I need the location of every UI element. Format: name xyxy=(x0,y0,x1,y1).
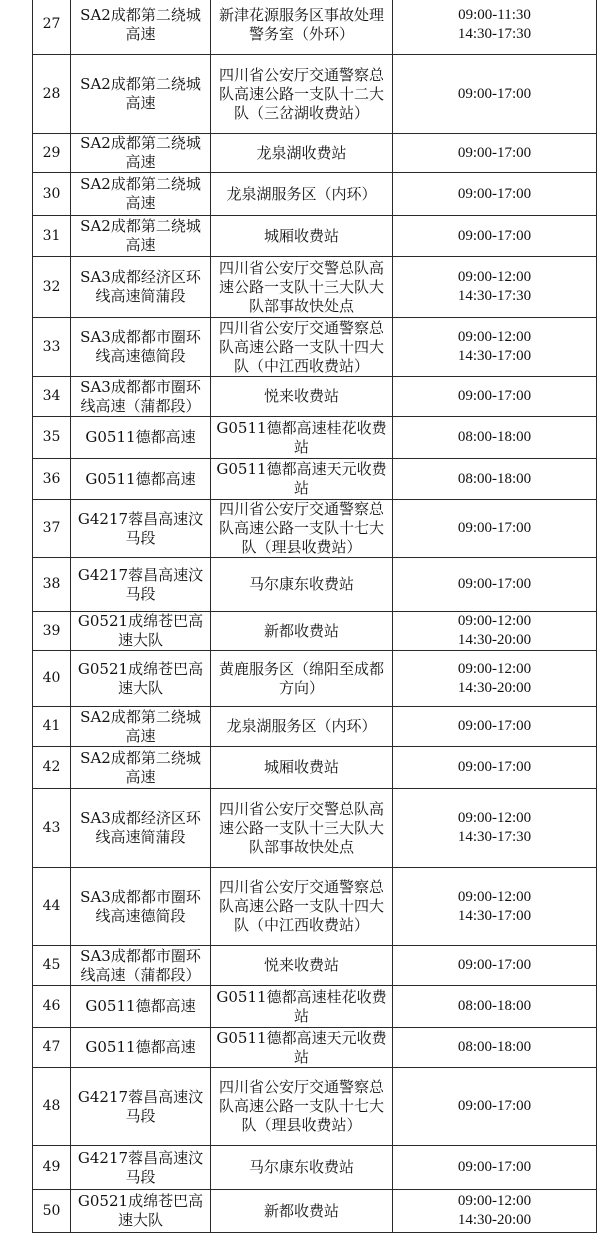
row-number: 35 xyxy=(33,417,71,459)
road-name: SA3成都都市圈环线高速（蒲都段） xyxy=(71,946,211,986)
service-hours: 09:00-12:00 14:30-17:30 xyxy=(393,789,597,868)
table-row xyxy=(33,1190,597,1233)
road-name: SA2成都第二绕城高速 xyxy=(71,173,211,216)
table-row xyxy=(33,1068,597,1146)
road-name: G4217蓉昌高速汶马段 xyxy=(71,1068,211,1146)
row-number: 32 xyxy=(33,257,71,318)
row-number: 50 xyxy=(33,1190,71,1233)
road-name: G4217蓉昌高速汶马段 xyxy=(71,1146,211,1190)
service-hours: 08:00-18:00 xyxy=(393,459,597,500)
service-hours: 09:00-17:00 xyxy=(393,1146,597,1190)
table-row xyxy=(33,500,597,558)
row-number: 42 xyxy=(33,747,71,789)
row-number: 31 xyxy=(33,216,71,257)
station-table xyxy=(32,0,597,1233)
road-name: G0521成绵苍巴高速大队 xyxy=(71,612,211,651)
road-name: SA3成都经济区环线高速简蒲段 xyxy=(71,789,211,868)
row-number: 39 xyxy=(33,612,71,651)
station-location: 新津花源服务区事故处理警务室（外环） xyxy=(211,0,393,55)
road-name: SA2成都第二绕城高速 xyxy=(71,134,211,173)
table-row xyxy=(33,986,597,1028)
service-hours: 09:00-12:00 14:30-20:00 xyxy=(393,651,597,707)
station-location: 悦来收费站 xyxy=(211,377,393,417)
station-location: 四川省公安厅交警总队高速公路一支队十三大队大队部事故快处点 xyxy=(211,789,393,868)
row-number: 28 xyxy=(33,55,71,134)
service-hours: 08:00-18:00 xyxy=(393,1028,597,1068)
road-name: G0511德都高速 xyxy=(71,986,211,1028)
table-row xyxy=(33,134,597,173)
service-hours: 09:00-17:00 xyxy=(393,216,597,257)
row-number: 43 xyxy=(33,789,71,868)
row-number: 38 xyxy=(33,558,71,612)
service-hours: 09:00-17:00 xyxy=(393,173,597,216)
table-row xyxy=(33,377,597,417)
table-row xyxy=(33,459,597,500)
road-name: SA2成都第二绕城高速 xyxy=(71,0,211,55)
row-number: 47 xyxy=(33,1028,71,1068)
station-location: 马尔康东收费站 xyxy=(211,558,393,612)
station-location: 悦来收费站 xyxy=(211,946,393,986)
station-location: 四川省公安厅交通警察总队高速公路一支队十二大队（三岔湖收费站） xyxy=(211,55,393,134)
road-name: SA2成都第二绕城高速 xyxy=(71,55,211,134)
road-name: G0511德都高速 xyxy=(71,1028,211,1068)
station-location: 新都收费站 xyxy=(211,1190,393,1233)
station-location: 新都收费站 xyxy=(211,612,393,651)
row-number: 33 xyxy=(33,318,71,377)
service-hours: 08:00-18:00 xyxy=(393,986,597,1028)
row-number: 30 xyxy=(33,173,71,216)
service-hours: 09:00-11:30 14:30-17:30 xyxy=(393,0,597,55)
road-name: SA3成都都市圈环线高速德简段 xyxy=(71,868,211,946)
table-row xyxy=(33,0,597,55)
service-hours: 09:00-17:00 xyxy=(393,500,597,558)
road-name: SA3成都经济区环线高速简蒲段 xyxy=(71,257,211,318)
row-number: 46 xyxy=(33,986,71,1028)
table-row xyxy=(33,651,597,707)
service-hours: 09:00-17:00 xyxy=(393,134,597,173)
table-row xyxy=(33,173,597,216)
row-number: 40 xyxy=(33,651,71,707)
row-number: 37 xyxy=(33,500,71,558)
service-hours: 09:00-17:00 xyxy=(393,747,597,789)
table-row xyxy=(33,789,597,868)
service-hours: 09:00-12:00 14:30-20:00 xyxy=(393,612,597,651)
station-location: G0511德都高速天元收费站 xyxy=(211,459,393,500)
row-number: 49 xyxy=(33,1146,71,1190)
row-number: 27 xyxy=(33,0,71,55)
table-row xyxy=(33,1146,597,1190)
row-number: 44 xyxy=(33,868,71,946)
road-name: SA3成都都市圈环线高速德简段 xyxy=(71,318,211,377)
station-location: 黄鹿服务区（绵阳至成都方向） xyxy=(211,651,393,707)
road-name: G0511德都高速 xyxy=(71,459,211,500)
row-number: 34 xyxy=(33,377,71,417)
road-name: G4217蓉昌高速汶马段 xyxy=(71,558,211,612)
table-row xyxy=(33,707,597,747)
road-name: G0521成绵苍巴高速大队 xyxy=(71,1190,211,1233)
service-hours: 09:00-12:00 14:30-17:00 xyxy=(393,318,597,377)
station-location: 四川省公安厅交通警察总队高速公路一支队十四大队（中江西收费站） xyxy=(211,868,393,946)
station-location: 城厢收费站 xyxy=(211,216,393,257)
station-table-body xyxy=(33,0,597,1233)
table-row xyxy=(33,257,597,318)
road-name: G0511德都高速 xyxy=(71,417,211,459)
station-location: 龙泉湖服务区（内环） xyxy=(211,173,393,216)
service-hours: 09:00-12:00 14:30-17:30 xyxy=(393,257,597,318)
service-hours: 09:00-17:00 xyxy=(393,707,597,747)
table-row xyxy=(33,216,597,257)
station-location: 四川省公安厅交通警察总队高速公路一支队十七大队（理县收费站） xyxy=(211,1068,393,1146)
station-location: 龙泉湖服务区（内环） xyxy=(211,707,393,747)
station-location: 龙泉湖收费站 xyxy=(211,134,393,173)
road-name: SA2成都第二绕城高速 xyxy=(71,216,211,257)
station-location: 四川省公安厅交警总队高速公路一支队十三大队大队部事故快处点 xyxy=(211,257,393,318)
station-location: 四川省公安厅交通警察总队高速公路一支队十四大队（中江西收费站） xyxy=(211,318,393,377)
table-row xyxy=(33,747,597,789)
service-hours: 09:00-12:00 14:30-17:00 xyxy=(393,868,597,946)
station-location: G0511德都高速天元收费站 xyxy=(211,1028,393,1068)
service-hours: 09:00-17:00 xyxy=(393,55,597,134)
station-location: 马尔康东收费站 xyxy=(211,1146,393,1190)
table-row xyxy=(33,1028,597,1068)
row-number: 45 xyxy=(33,946,71,986)
table-row xyxy=(33,558,597,612)
road-name: SA2成都第二绕城高速 xyxy=(71,707,211,747)
table-row xyxy=(33,417,597,459)
station-location: G0511德都高速桂花收费站 xyxy=(211,986,393,1028)
station-location: 城厢收费站 xyxy=(211,747,393,789)
row-number: 41 xyxy=(33,707,71,747)
row-number: 36 xyxy=(33,459,71,500)
row-number: 29 xyxy=(33,134,71,173)
road-name: SA2成都第二绕城高速 xyxy=(71,747,211,789)
service-hours: 08:00-18:00 xyxy=(393,417,597,459)
table-row xyxy=(33,318,597,377)
table-row xyxy=(33,612,597,651)
table-row xyxy=(33,868,597,946)
table-row xyxy=(33,946,597,986)
road-name: G0521成绵苍巴高速大队 xyxy=(71,651,211,707)
road-name: SA3成都都市圈环线高速（蒲都段） xyxy=(71,377,211,417)
table-row xyxy=(33,55,597,134)
service-hours: 09:00-17:00 xyxy=(393,377,597,417)
service-hours: 09:00-17:00 xyxy=(393,946,597,986)
road-name: G4217蓉昌高速汶马段 xyxy=(71,500,211,558)
service-hours: 09:00-17:00 xyxy=(393,1068,597,1146)
station-location: G0511德都高速桂花收费站 xyxy=(211,417,393,459)
row-number: 48 xyxy=(33,1068,71,1146)
service-hours: 09:00-12:00 14:30-20:00 xyxy=(393,1190,597,1233)
service-hours: 09:00-17:00 xyxy=(393,558,597,612)
station-location: 四川省公安厅交通警察总队高速公路一支队十七大队（理县收费站） xyxy=(211,500,393,558)
